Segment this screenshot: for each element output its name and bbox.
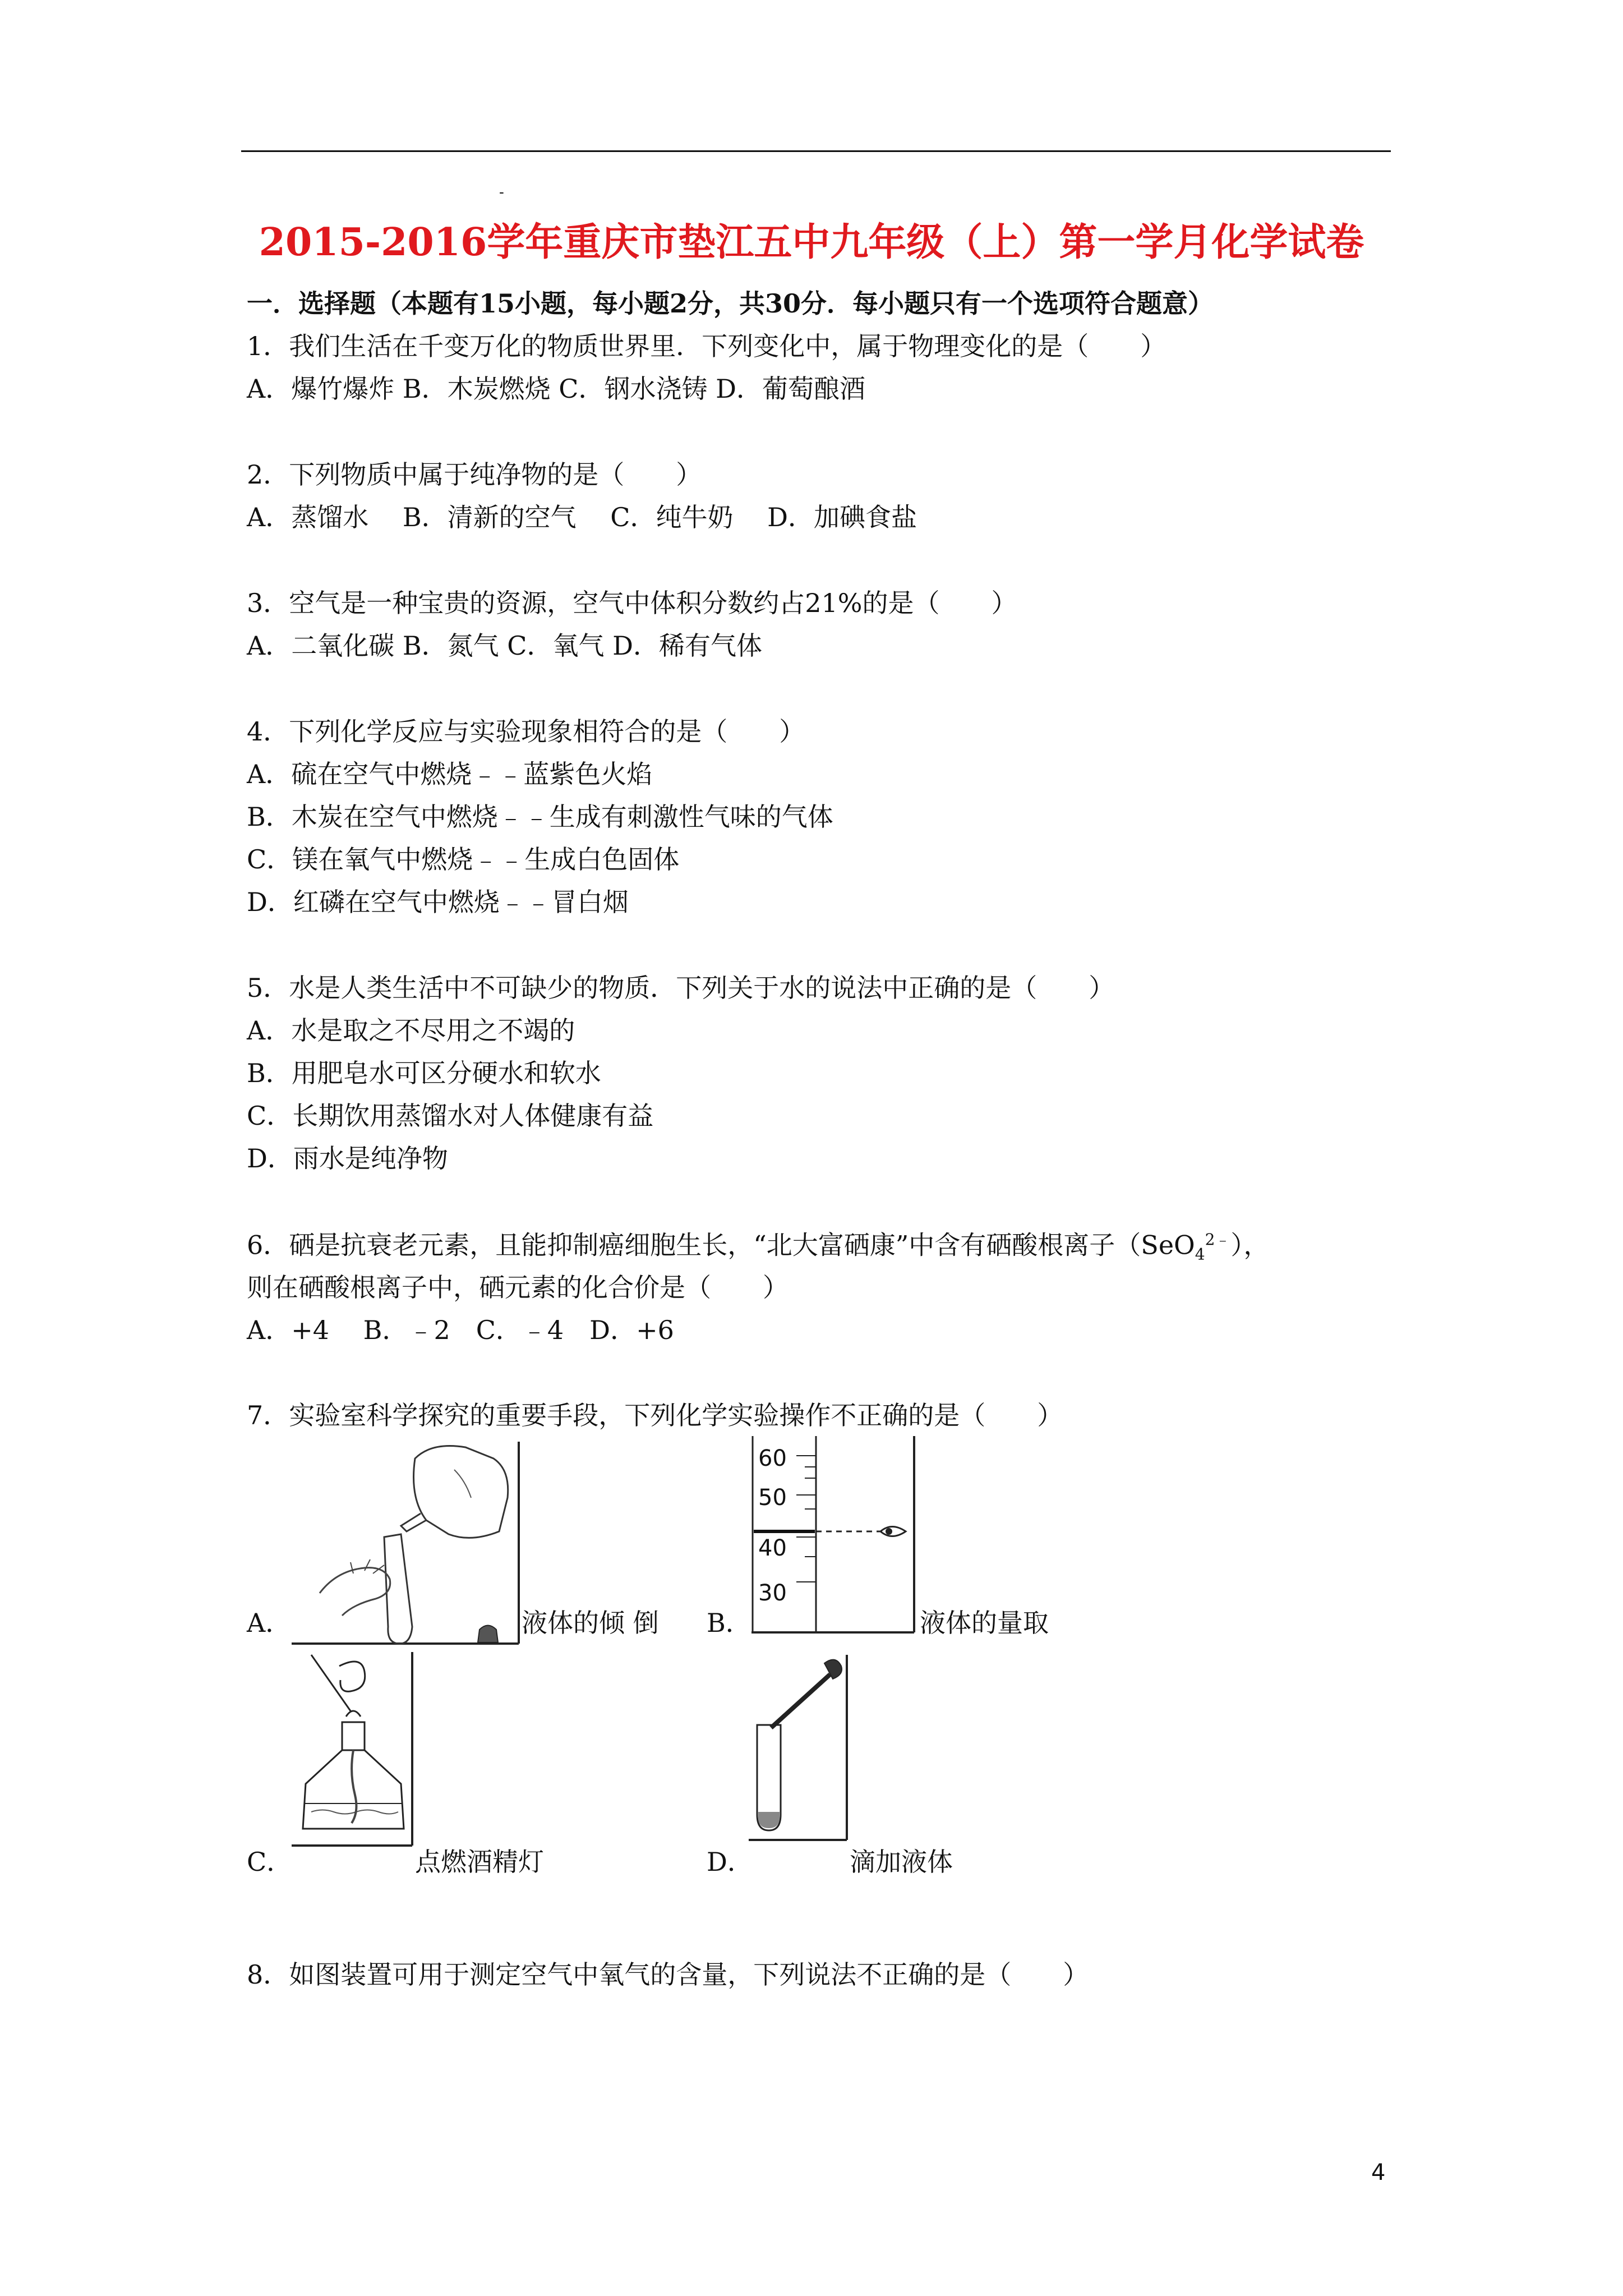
question-8-stem: 8．如图装置可用于测定空气中氧气的含量，下列说法不正确的是（ ） [247,1959,1089,1990]
option-a-letter: A． [247,1608,292,1638]
option-c-letter: C． [247,1847,293,1877]
question-6-stem-text: 6．硒是抗衰老元素，且能抑制癌细胞生长，“北大富硒康”中含有硒酸根离子（SeO [247,1230,1195,1260]
question-4-option-d: D．红磷在空气中燃烧﹣﹣冒白烟 [247,887,629,917]
figure-alcohol-lamp [289,1649,418,1851]
question-2-stem: 2．下列物质中属于纯净物的是（ ） [247,459,702,490]
question-3-stem: 3．空气是一种宝贵的资源，空气中体积分数约占21%的是（ ） [247,588,1017,618]
header-rule [241,150,1391,152]
cylinder-tick-60: 60 [758,1446,787,1471]
question-1-options: A．爆竹爆炸 B．木炭燃烧 C．钢水浇铸 D．葡萄酿酒 [247,374,865,404]
question-4-option-b: B．木炭在空气中燃烧﹣﹣生成有刺激性气味的气体 [247,802,833,832]
question-6-superscript: 2﹣ [1205,1230,1231,1249]
question-4-option-a: A．硫在空气中燃烧﹣﹣蓝紫色火焰 [247,759,653,789]
cylinder-tick-30: 30 [758,1580,787,1606]
question-7-stem: 7．实验室科学探究的重要手段，下列化学实验操作不正确的是（ ） [247,1400,1063,1430]
question-2-options: A．蒸馏水 B．清新的空气 C．纯牛奶 D．加碘食盐 [247,502,917,532]
header-tick: - [499,184,504,201]
option-c-caption: 点燃酒精灯 [415,1847,544,1877]
figure-dropper [746,1652,852,1846]
exam-title: 2015-2016学年重庆市垫江五中九年级（上）第一学月化学试卷 [259,220,1364,265]
question-1-stem: 1．我们生活在千变万化的物质世界里．下列变化中，属于物理变化的是（ ） [247,331,1166,361]
option-b-caption: 液体的量取 [920,1608,1049,1638]
question-4-option-c: C．镁在氧气中燃烧﹣﹣生成白色固体 [247,844,680,875]
option-a-caption: 液体的倾 倒 [522,1608,659,1638]
option-b-letter: B． [707,1608,751,1638]
question-5-stem: 5．水是人类生活中不可缺少的物质．下列关于水的说法中正确的是（ ） [247,973,1115,1003]
question-3-options: A．二氧化碳 B．氮气 C．氧气 D．稀有气体 [247,631,762,661]
question-6-stem [247,1232,1269,1263]
question-6-stem-line2: 则在硒酸根离子中，硒元素的化合价是（ ） [247,1272,789,1303]
section-heading: 一．选择题（本题有15小题，每小题2分，共30分．每小题只有一个选项符合题意） [247,288,1214,319]
cylinder-tick-40: 40 [758,1535,787,1561]
question-6-options: A．+4 B．﹣2 C．﹣4 D．+6 [247,1315,674,1345]
cylinder-tick-50: 50 [758,1485,787,1511]
question-6-stem-end: ）， [1230,1230,1270,1260]
question-6-subscript: 4 [1195,1245,1205,1264]
page-number: 4 [1371,2160,1386,2185]
figure-liquid-measuring [746,1433,925,1635]
question-5-option-c: C．长期饮用蒸馏水对人体健康有益 [247,1101,654,1131]
figure-liquid-pouring [286,1436,538,1649]
option-d-caption: 滴加液体 [850,1847,953,1877]
option-d-letter: D． [707,1847,753,1877]
question-5-option-d: D．雨水是纯净物 [247,1143,448,1174]
question-5-option-b: B．用肥皂水可区分硬水和软水 [247,1058,601,1088]
question-5-option-a: A．水是取之不尽用之不竭的 [247,1015,575,1046]
question-4-stem: 4．下列化学反应与实验现象相符合的是（ ） [247,716,805,747]
